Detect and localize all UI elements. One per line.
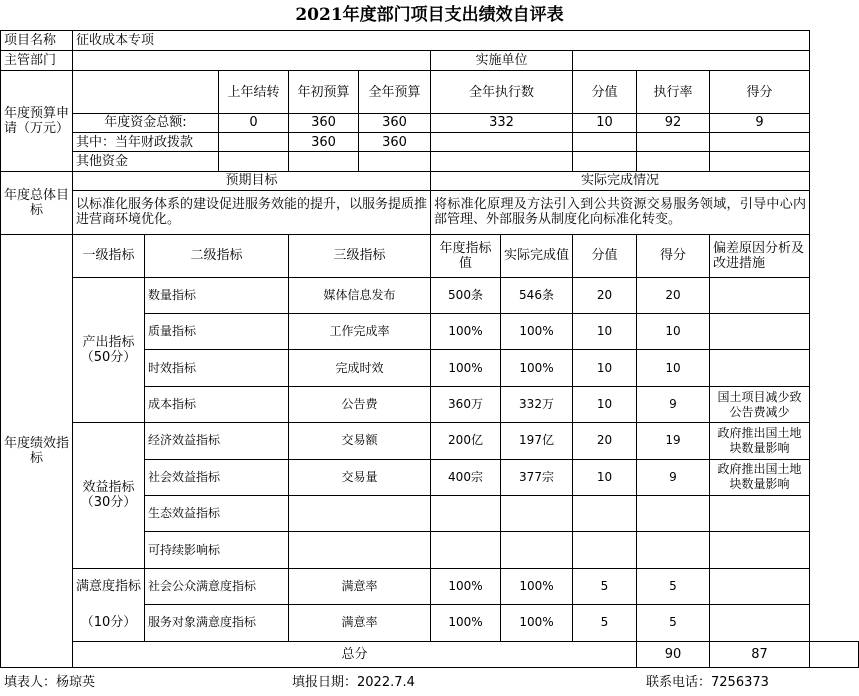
perf-level2: 社会效益指标: [145, 459, 289, 495]
budget-score: [710, 133, 810, 152]
budget-exec-rate: [637, 133, 710, 152]
perf-score-value: 5: [573, 605, 637, 641]
perf-row: [1, 277, 859, 313]
budget-row: [1, 113, 859, 132]
perf-target: [431, 495, 501, 531]
perf-score-value: 20: [573, 423, 637, 459]
page-title: 2021年度部门项目支出绩效自评表: [295, 5, 564, 25]
dept-row: [1, 51, 859, 71]
perf-score-value: 10: [573, 314, 637, 350]
perf-deviation: [710, 350, 810, 386]
perf-score: 19: [637, 423, 710, 459]
perf-level3: 工作完成率: [289, 314, 431, 350]
perf-deviation: 政府推出国土地块数量影响: [710, 459, 810, 495]
perf-level3: 交易量: [289, 459, 431, 495]
perf-actual: 377宗: [501, 459, 573, 495]
perf-level3: 满意率: [289, 568, 431, 604]
col-exec-rate: 执行率: [637, 71, 710, 113]
expected-goal-header: 预期目标: [73, 171, 431, 190]
budget-score-value: [573, 133, 637, 152]
budget-full: 360: [359, 113, 431, 132]
budget-score-value: [573, 152, 637, 171]
project-name-value: 征收成本专项: [73, 31, 810, 51]
perf-row: [1, 423, 859, 459]
perf-score: [637, 495, 710, 531]
perf-deviation: 国土项目减少致公告费减少: [710, 386, 810, 422]
budget-exec-rate: 92: [637, 113, 710, 132]
perf-score: 10: [637, 314, 710, 350]
level1-output: 产出指标（50分）: [73, 277, 145, 423]
perf-score: 10: [637, 350, 710, 386]
impl-unit-label: 实施单位: [431, 51, 573, 71]
budget-header-row: [1, 71, 859, 113]
perf-level2: 时效指标: [145, 350, 289, 386]
perf-score-value: 10: [573, 350, 637, 386]
col-target: 年度指标值: [431, 235, 501, 277]
perf-actual: 546条: [501, 277, 573, 313]
budget-last-year: [219, 152, 289, 171]
perf-level3: 满意率: [289, 605, 431, 641]
budget-full: [359, 152, 431, 171]
budget-row-label: 年度资金总额:: [73, 113, 219, 132]
perf-row: [1, 568, 859, 604]
perf-score-value: 10: [573, 459, 637, 495]
footer: [0, 670, 859, 696]
budget-full: 360: [359, 133, 431, 152]
perf-actual: 100%: [501, 350, 573, 386]
budget-section-label: 年度预算申请（万元）: [1, 71, 73, 171]
perf-target: 360万: [431, 386, 501, 422]
total-blank: [810, 641, 859, 667]
perf-level3: 媒体信息发布: [289, 277, 431, 313]
budget-row-label: 其他资金: [73, 152, 219, 171]
evaluation-table: [0, 30, 859, 668]
perf-actual: 100%: [501, 605, 573, 641]
budget-exec: 332: [431, 113, 573, 132]
total-score: 87: [710, 641, 810, 667]
goals-section-label: 年度总体目标: [1, 171, 73, 235]
budget-last-year: 0: [219, 113, 289, 132]
goals-text-row: [1, 190, 859, 234]
level1-benefit: 效益指标（30分）: [73, 423, 145, 569]
perf-target: 100%: [431, 605, 501, 641]
perf-level3: 交易额: [289, 423, 431, 459]
perf-deviation: [710, 314, 810, 350]
col-score: 得分: [710, 71, 810, 113]
perf-target: [431, 532, 501, 568]
budget-row: [1, 152, 859, 171]
col-level3: 三级指标: [289, 235, 431, 277]
perf-deviation: [710, 277, 810, 313]
dept-label: 主管部门: [1, 51, 73, 71]
actual-result-text: 将标准化原理及方法引入到公共资源交易服务领域，引导中心内部管理、外部服务从制度化向标准化转变。: [431, 190, 810, 234]
budget-last-year: [219, 133, 289, 152]
perf-score: 9: [637, 459, 710, 495]
perf-score-value: 20: [573, 277, 637, 313]
project-name-label: 项目名称: [1, 31, 73, 51]
level1-satisfaction-points: （10分）: [73, 605, 145, 641]
report-date: 填报日期：2022.7.4: [292, 675, 415, 690]
budget-begin: 360: [289, 113, 359, 132]
total-label: 总分: [73, 641, 637, 667]
col-exec-amount: 全年执行数: [431, 71, 573, 113]
perf-actual: 100%: [501, 314, 573, 350]
perf-deviation: 政府推出国土地块数量影响: [710, 423, 810, 459]
col-full-budget: 全年预算: [359, 71, 431, 113]
perf-deviation: [710, 532, 810, 568]
perf-deviation: [710, 495, 810, 531]
perf-score-value: 5: [573, 568, 637, 604]
total-row: [1, 641, 859, 667]
filler-name: 填表人：杨琼英: [4, 675, 96, 690]
perf-level2: 可持续影响标: [145, 532, 289, 568]
perf-level3: [289, 495, 431, 531]
perf-score-value: [573, 532, 637, 568]
dept-value: [73, 51, 431, 71]
col-level1: 一级指标: [73, 235, 145, 277]
budget-score: [710, 152, 810, 171]
col-deviation: 偏差原因分析及改进措施: [710, 235, 810, 277]
perf-score: [637, 532, 710, 568]
perf-level3: 公告费: [289, 386, 431, 422]
perf-header-row: [1, 235, 859, 277]
perf-actual: [501, 532, 573, 568]
budget-row-label: 其中：当年财政拨款: [73, 133, 219, 152]
contact-phone: 联系电话：7256373: [646, 675, 769, 690]
total-score-value: 90: [637, 641, 710, 667]
perf-target: 500条: [431, 277, 501, 313]
perf-score: 5: [637, 568, 710, 604]
perf-target: 100%: [431, 568, 501, 604]
project-name-row: [1, 31, 859, 51]
perf-level2: 质量指标: [145, 314, 289, 350]
perf-level2: 社会公众满意度指标: [145, 568, 289, 604]
col-perf-score-value: 分值: [573, 235, 637, 277]
perf-target: 100%: [431, 350, 501, 386]
perf-score: 5: [637, 605, 710, 641]
goals-header-row: [1, 171, 859, 190]
perf-score: 9: [637, 386, 710, 422]
perf-row: [1, 605, 859, 641]
perf-target: 200亿: [431, 423, 501, 459]
budget-begin: [289, 152, 359, 171]
perf-target: 100%: [431, 314, 501, 350]
budget-header-blank: [73, 71, 219, 113]
perf-level3: [289, 532, 431, 568]
col-level2: 二级指标: [145, 235, 289, 277]
actual-result-header: 实际完成情况: [431, 171, 810, 190]
perf-level2: 经济效益指标: [145, 423, 289, 459]
perf-actual: [501, 495, 573, 531]
perf-deviation: [710, 605, 810, 641]
budget-exec: [431, 133, 573, 152]
level1-satisfaction: 满意度指标: [73, 568, 145, 604]
col-actual: 实际完成值: [501, 235, 573, 277]
col-begin-budget: 年初预算: [289, 71, 359, 113]
expected-goal-text: 以标准化服务体系的建设促进服务效能的提升，以服务提质推进营商环境优化。: [73, 190, 431, 234]
col-last-year: 上年结转: [219, 71, 289, 113]
budget-exec: [431, 152, 573, 171]
budget-begin: 360: [289, 133, 359, 152]
perf-score-value: [573, 495, 637, 531]
impl-unit-value: [573, 51, 810, 71]
perf-deviation: [710, 568, 810, 604]
perf-actual: 100%: [501, 568, 573, 604]
perf-level2: 数量指标: [145, 277, 289, 313]
perf-actual: 332万: [501, 386, 573, 422]
col-score-value: 分值: [573, 71, 637, 113]
budget-exec-rate: [637, 152, 710, 171]
perf-level2: 服务对象满意度指标: [145, 605, 289, 641]
perf-section-label: 年度绩效指标: [1, 235, 73, 668]
perf-level2: 生态效益指标: [145, 495, 289, 531]
budget-score-value: 10: [573, 113, 637, 132]
col-perf-score: 得分: [637, 235, 710, 277]
budget-score: 9: [710, 113, 810, 132]
perf-score: 20: [637, 277, 710, 313]
perf-level3: 完成时效: [289, 350, 431, 386]
perf-target: 400宗: [431, 459, 501, 495]
perf-score-value: 10: [573, 386, 637, 422]
perf-actual: 197亿: [501, 423, 573, 459]
perf-level2: 成本指标: [145, 386, 289, 422]
budget-row: [1, 133, 859, 152]
